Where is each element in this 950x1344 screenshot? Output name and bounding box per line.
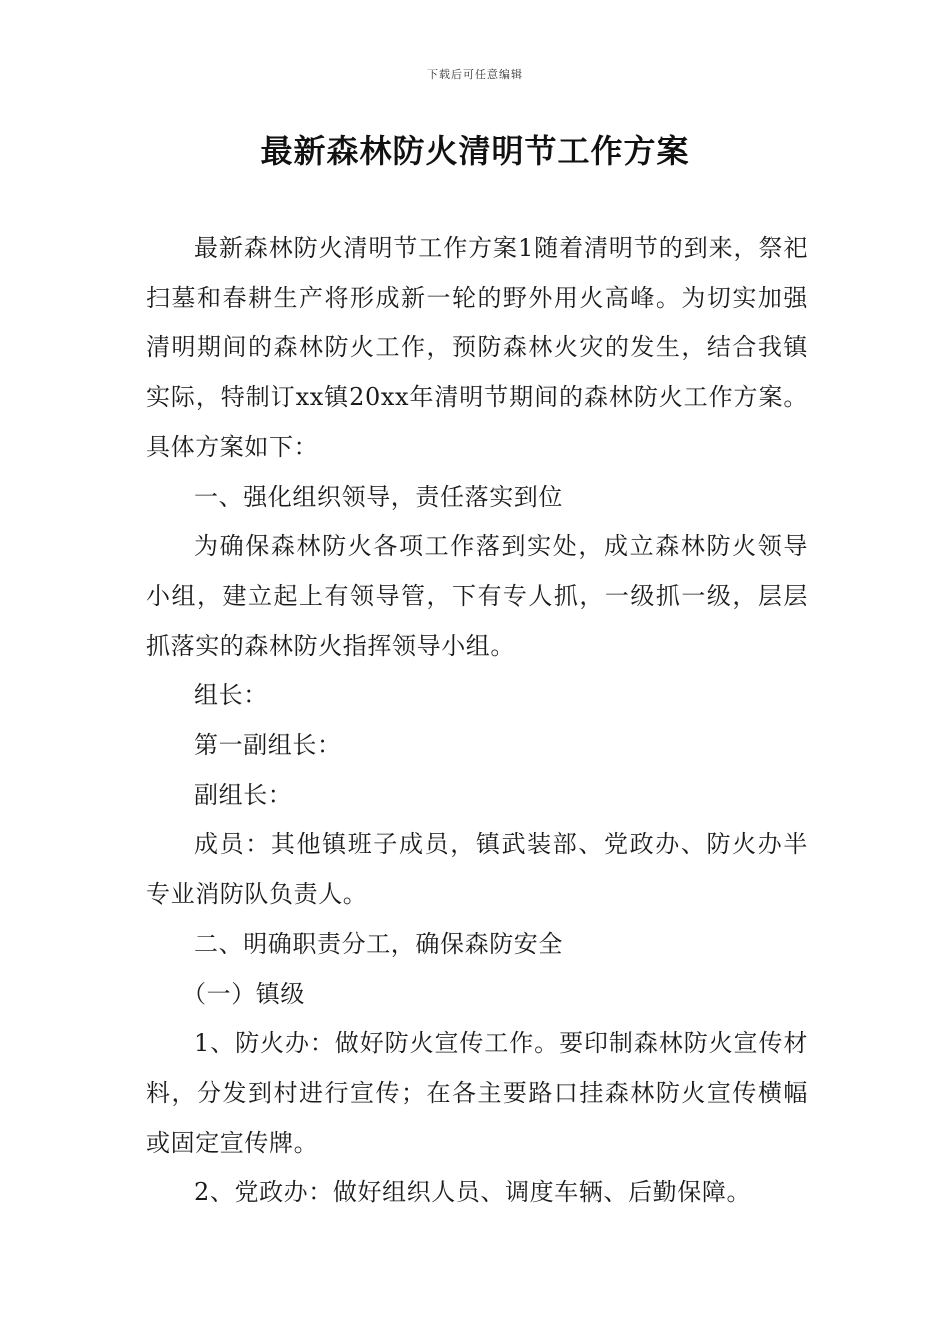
paragraph-intro: 最新森林防火清明节工作方案1随着清明节的到来，祭祀扫墓和春耕生产将形成新一轮的野外用火高峰。为切实加强清明期间的森林防火工作，预防森林火灾的发生，结合我镇实际，特制订xx镇20xx年清明节期间的森林防火工作方案。具体方案如下： (146, 234, 808, 461)
paragraph-leadership: 为确保森林防火各项工作落到实处，成立森林防火领导小组，建立起上有领导管，下有专人抓，一级抓一级，层层抓落实的森林防火指挥领导小组。 (146, 532, 808, 660)
paragraph-fire-office: 1、防火办：做好防火宣传工作。要印制森林防火宣传材料，分发到村进行宣传；在各主要路口挂森林防火宣传横幅或固定宣传牌。 (146, 1029, 808, 1157)
header-note: 下载后可任意编辑 (427, 68, 523, 81)
document-body (146, 224, 808, 1218)
section-heading-1: 一、强化组织领导，责任落实到位 (194, 482, 563, 511)
paragraph-leader: 组长： (194, 681, 268, 710)
document-title: 最新森林防火清明节工作方案 (260, 132, 690, 170)
sub-heading-town-level: （一）镇级 (182, 979, 305, 1008)
paragraph-deputy: 副组长： (194, 780, 293, 809)
paragraph-members: 成员：其他镇班子成员，镇武装部、党政办、防火办半专业消防队负责人。 (146, 830, 808, 909)
paragraph-party-office: 2、党政办：做好组织人员、调度车辆、后勤保障。 (194, 1178, 752, 1207)
section-heading-2: 二、明确职责分工，确保森防安全 (194, 929, 563, 958)
paragraph-first-deputy: 第一副组长： (194, 731, 342, 760)
